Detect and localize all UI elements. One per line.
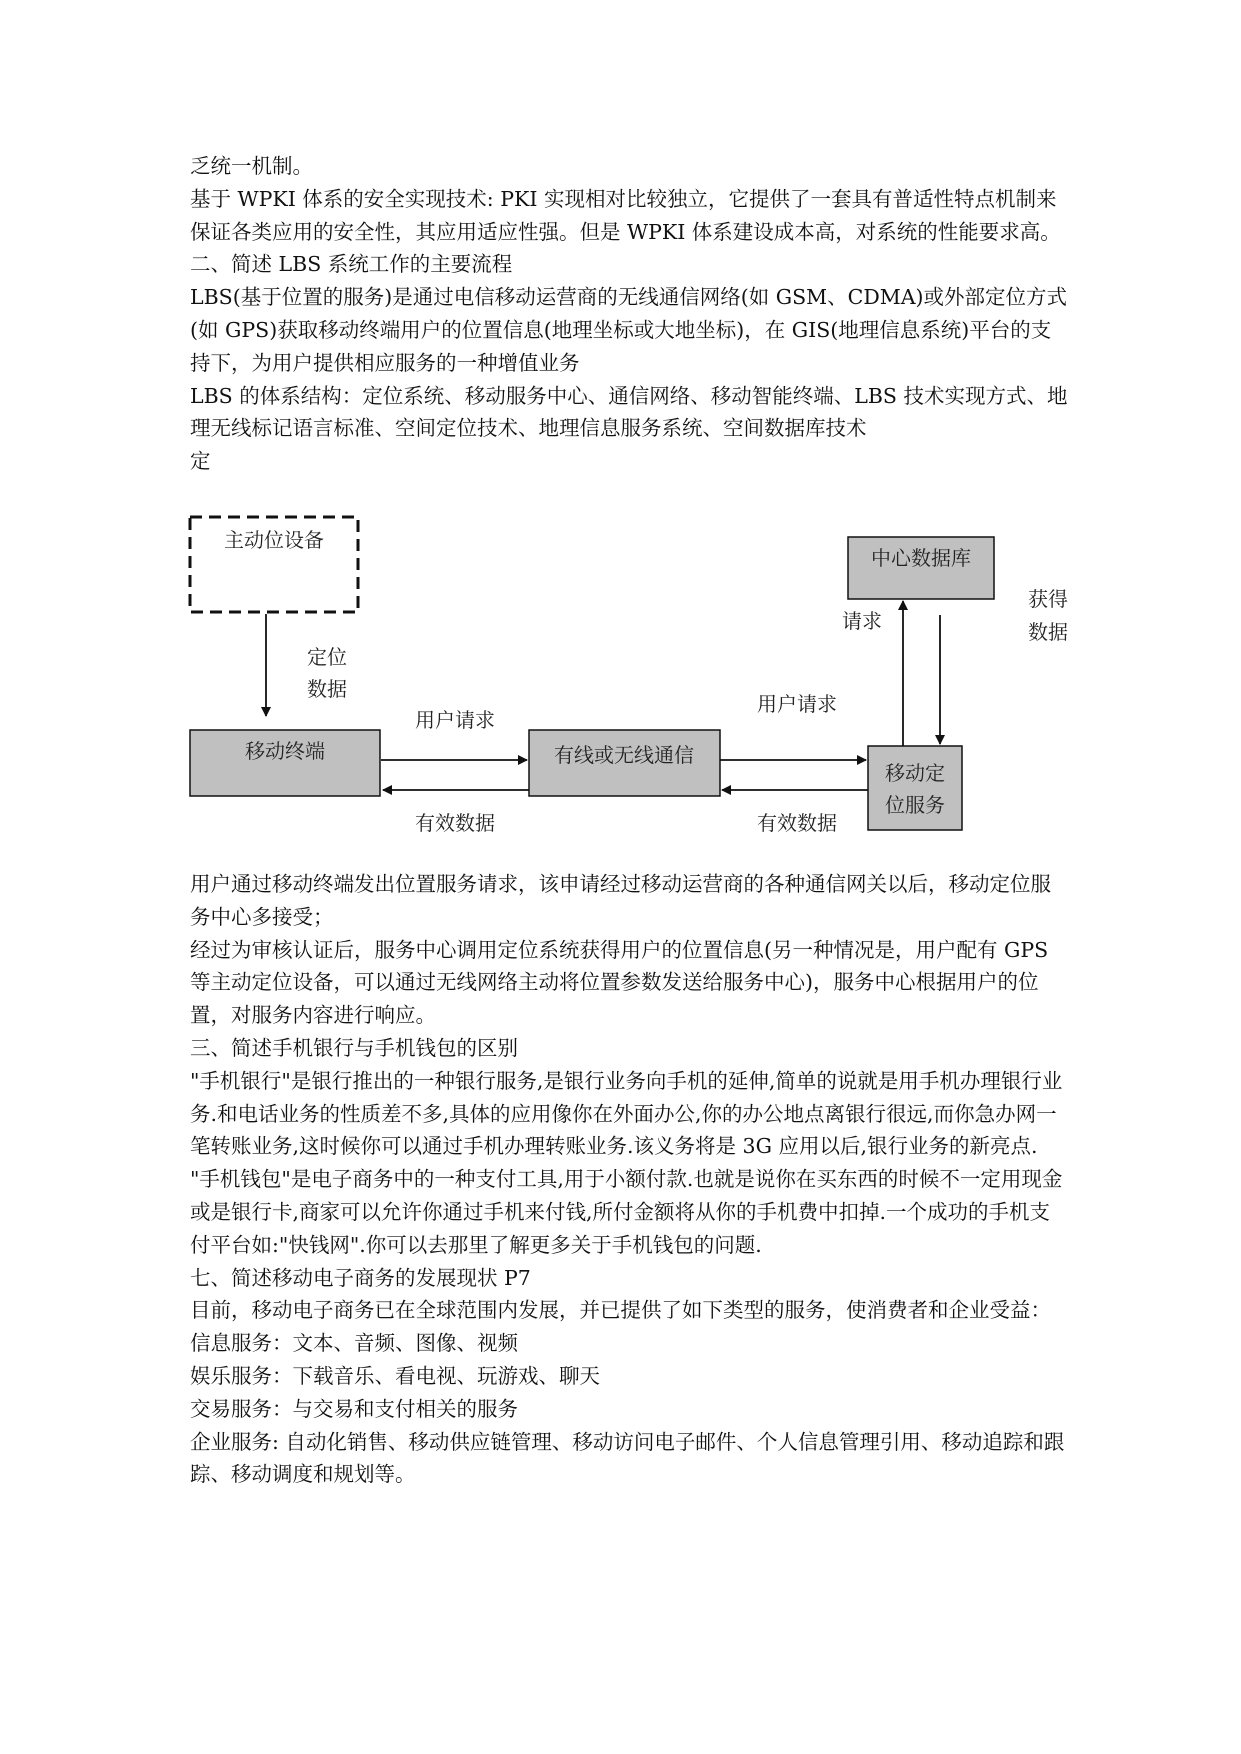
paragraph: 经过为审核认证后，服务中心调用定位系统获得用户的位置信息(另一种情况是，用户配有 GPS 等主动定位设备，可以通过无线网络主动将位置参数发送给服务中心)，服务中心根据用户的位置，对服务内容进行响应。 (190, 937, 1049, 1028)
user-request-label-2: 用户请求 (757, 692, 837, 716)
request-label: 请求 (842, 609, 882, 633)
paragraph: LBS(基于位置的服务)是通过电信移动运营商的无线通信网络(如 GSM、CDMA)或外部定位方式(如 GPS)获取移动终端用户的位置信息(地理坐标或大地坐标)，在 GIS(地理信息系统)平台的支持下，为用户提供相应服务的一种增值业务 (190, 285, 1068, 375)
mobile-terminal-label: 移动终端 (245, 739, 325, 763)
user-request-label-1: 用户请求 (415, 708, 495, 732)
list-item: 娱乐服务：下载音乐、看电视、玩游戏、聊天 (190, 1363, 600, 1388)
active-device-label: 主动位设备 (224, 528, 324, 552)
paragraph: "手机银行"是银行推出的一种银行服务,是银行业务向手机的延伸,简单的说就是用手机办理银行业务.和电话业务的性质差不多,具体的应用像你在外面办公,你的办公地点离银行很远,而你急办网一笔转账业务,这时候你可以通过手机办理转账业务.该义务将是 3G 应用以后,银行业务的新亮点. (190, 1068, 1063, 1159)
location-service-label-line2: 位服务 (885, 793, 945, 817)
section-heading: 二、简述 LBS 系统工作的主要流程 (190, 252, 513, 277)
positioning-data-label-line1: 定位 (307, 645, 347, 669)
positioning-data-label-line2: 数据 (307, 677, 347, 701)
section-heading: 七、简述移动电子商务的发展现状 P7 (190, 1265, 531, 1290)
valid-data-label-2: 有效数据 (757, 811, 837, 835)
location-service-box (868, 746, 962, 830)
paragraph: 目前，移动电子商务已在全球范围内发展，并已提供了如下类型的服务，使消费者和企业受益： (190, 1298, 1051, 1323)
paragraph: 乏统一机制。 (190, 154, 313, 178)
location-service-label-line1: 移动定 (885, 761, 945, 785)
get-data-label-line2: 数据 (1028, 620, 1068, 644)
list-item: 企业服务: 自动化销售、移动供应链管理、移动访问电子邮件、个人信息管理引用、移动追踪和跟踪、移动调度和规划等。 (190, 1429, 1065, 1487)
bottom-text-block (190, 868, 1070, 1491)
comm-network-label: 有线或无线通信 (554, 743, 694, 767)
paragraph: 用户通过移动终端发出位置服务请求，该申请经过移动运营商的各种通信网关以后，移动定位服务中心多接受； (190, 872, 1051, 929)
paragraph: LBS 的体系结构：定位系统、移动服务中心、通信网络、移动智能终端、LBS 技术实现方式、地理无线标记语言标准、空间定位技术、地理信息服务系统、空间数据库技术 (190, 383, 1068, 441)
get-data-label-line1: 获得 (1028, 587, 1068, 611)
paragraph: "手机钱包"是电子商务中的一种支付工具,用于小额付款.也就是说你在买东西的时候不一定用现金或是银行卡,商家可以允许你通过手机来付钱,所付金额将从你的手机费中扣掉.一个成功的手机支付平台如:"快钱网".你可以去那里了解更多关于手机钱包的问题. (190, 1167, 1063, 1257)
list-item: 信息服务：文本、音频、图像、视频 (190, 1331, 518, 1356)
section-heading: 三、简述手机银行与手机钱包的区别 (190, 1035, 518, 1060)
central-db-label: 中心数据库 (871, 546, 971, 570)
paragraph: 定 (190, 449, 211, 474)
paragraph: 基于 WPKI 体系的安全实现技术: PKI 实现相对比较独立，它提供了一套具有普适性特点机制来保证各类应用的安全性，其应用适应性强。但是 WPKI 体系建设成本高，对系统的性能要求高。 (190, 186, 1061, 244)
list-item: 交易服务：与交易和支付相关的服务 (190, 1396, 518, 1421)
valid-data-label-1: 有效数据 (415, 811, 495, 835)
